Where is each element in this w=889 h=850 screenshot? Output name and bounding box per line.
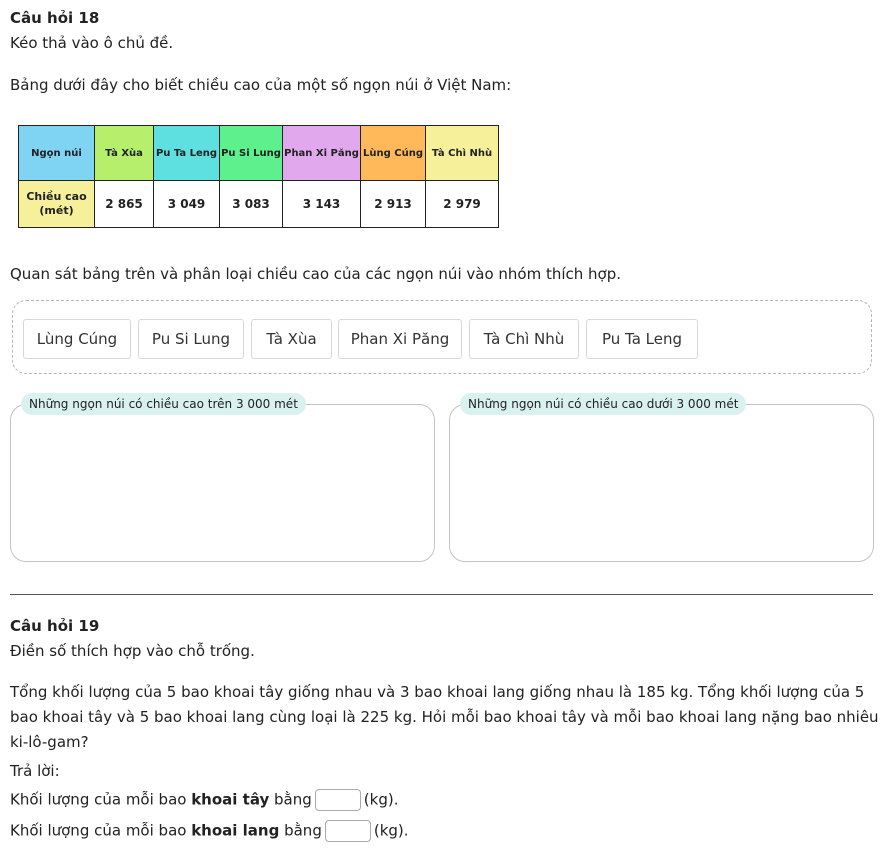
question-18-instruction: Kéo thả vào ô chủ đề. [10,34,174,52]
drag-chip-pu-ta-leng[interactable]: Pu Ta Leng [586,319,698,359]
question-18-intro: Bảng dưới đây cho biết chiều cao của một số ngọn núi ở Việt Nam: [10,76,512,94]
height-cell: 2 979 [426,181,499,228]
answer-sweet-potato-keyword: khoai lang [191,821,280,840]
row-header-height [19,181,95,228]
drag-chip-ta-xua[interactable]: Tà Xùa [251,319,332,359]
height-cell: 3 083 [220,181,283,228]
answer-row-potato [10,789,398,811]
mountain-name-cell: Tà Chì Nhù [426,126,499,181]
answer-sweet-potato-mid: bằng [279,821,322,840]
question-divider [10,594,873,595]
question-19-problem-line1: Tổng khối lượng của 5 bao khoai tây giống nhau và 3 bao khoai lang giống nhau là 185 kg. Tổng khối lượng của 5 [10,683,865,701]
question-18-title: Câu hỏi 18 [10,9,100,27]
answer-potato-unit: (kg). [363,790,399,809]
height-cell: 3 049 [154,181,220,228]
answer-row-sweet-potato [10,820,409,842]
drag-chip-ta-chi-nhu[interactable]: Tà Chì Nhù [469,319,579,359]
sweet-potato-weight-input[interactable] [325,820,371,842]
mountain-name-cell: Tà Xùa [95,126,154,181]
row-header-height-line1: Chiều cao [26,190,87,203]
answer-label: Trả lời: [10,762,60,780]
row-header-height-line2: (mét) [39,204,74,217]
answer-potato-prefix: Khối lượng của mỗi bao [10,790,192,809]
drag-chip-phan-xi-pang[interactable]: Phan Xi Păng [338,319,462,359]
drop-zone-below-label: Những ngọn núi có chiều cao dưới 3 000 mét [460,393,746,415]
drop-zone-above-label: Những ngọn núi có chiều cao trên 3 000 mét [21,393,306,415]
mountain-name-cell: Pu Si Lung [220,126,283,181]
mountain-name-cell: Pu Ta Leng [154,126,220,181]
row-header-mountain: Ngọn núi [19,126,95,181]
question-19-instruction: Điền số thích hợp vào chỗ trống. [10,642,255,660]
table-row [19,126,499,181]
mountain-name-cell: Phan Xi Păng [283,126,361,181]
mountain-name-cell: Lùng Cúng [361,126,426,181]
question-18-prompt: Quan sát bảng trên và phân loại chiều cao của các ngọn núi vào nhóm thích hợp. [10,265,622,283]
table-row [19,181,499,228]
drop-zone-above-3000[interactable] [10,397,435,562]
question-19-title: Câu hỏi 19 [10,617,100,635]
answer-potato-mid: bằng [269,790,312,809]
height-cell: 3 143 [283,181,361,228]
question-19-problem-line3: ki-lô-gam? [10,733,89,751]
mountain-height-table [18,125,499,228]
height-cell: 2 913 [361,181,426,228]
answer-potato-keyword: khoai tây [191,790,270,809]
answer-sweet-potato-unit: (kg). [373,821,409,840]
potato-weight-input[interactable] [315,789,361,811]
height-cell: 2 865 [95,181,154,228]
drag-chip-pu-si-lung[interactable]: Pu Si Lung [138,319,244,359]
drag-chip-lung-cung[interactable]: Lùng Cúng [23,319,131,359]
drop-zone-below-3000[interactable] [449,397,874,562]
question-19-problem-line2: bao khoai tây và 5 bao khoai lang cùng loại là 225 kg. Hỏi mỗi bao khoai tây và mỗi bao khoai lang nặng bao nhiêu [10,708,879,726]
drag-chip-pool[interactable] [12,300,872,374]
answer-sweet-potato-prefix: Khối lượng của mỗi bao [10,821,192,840]
